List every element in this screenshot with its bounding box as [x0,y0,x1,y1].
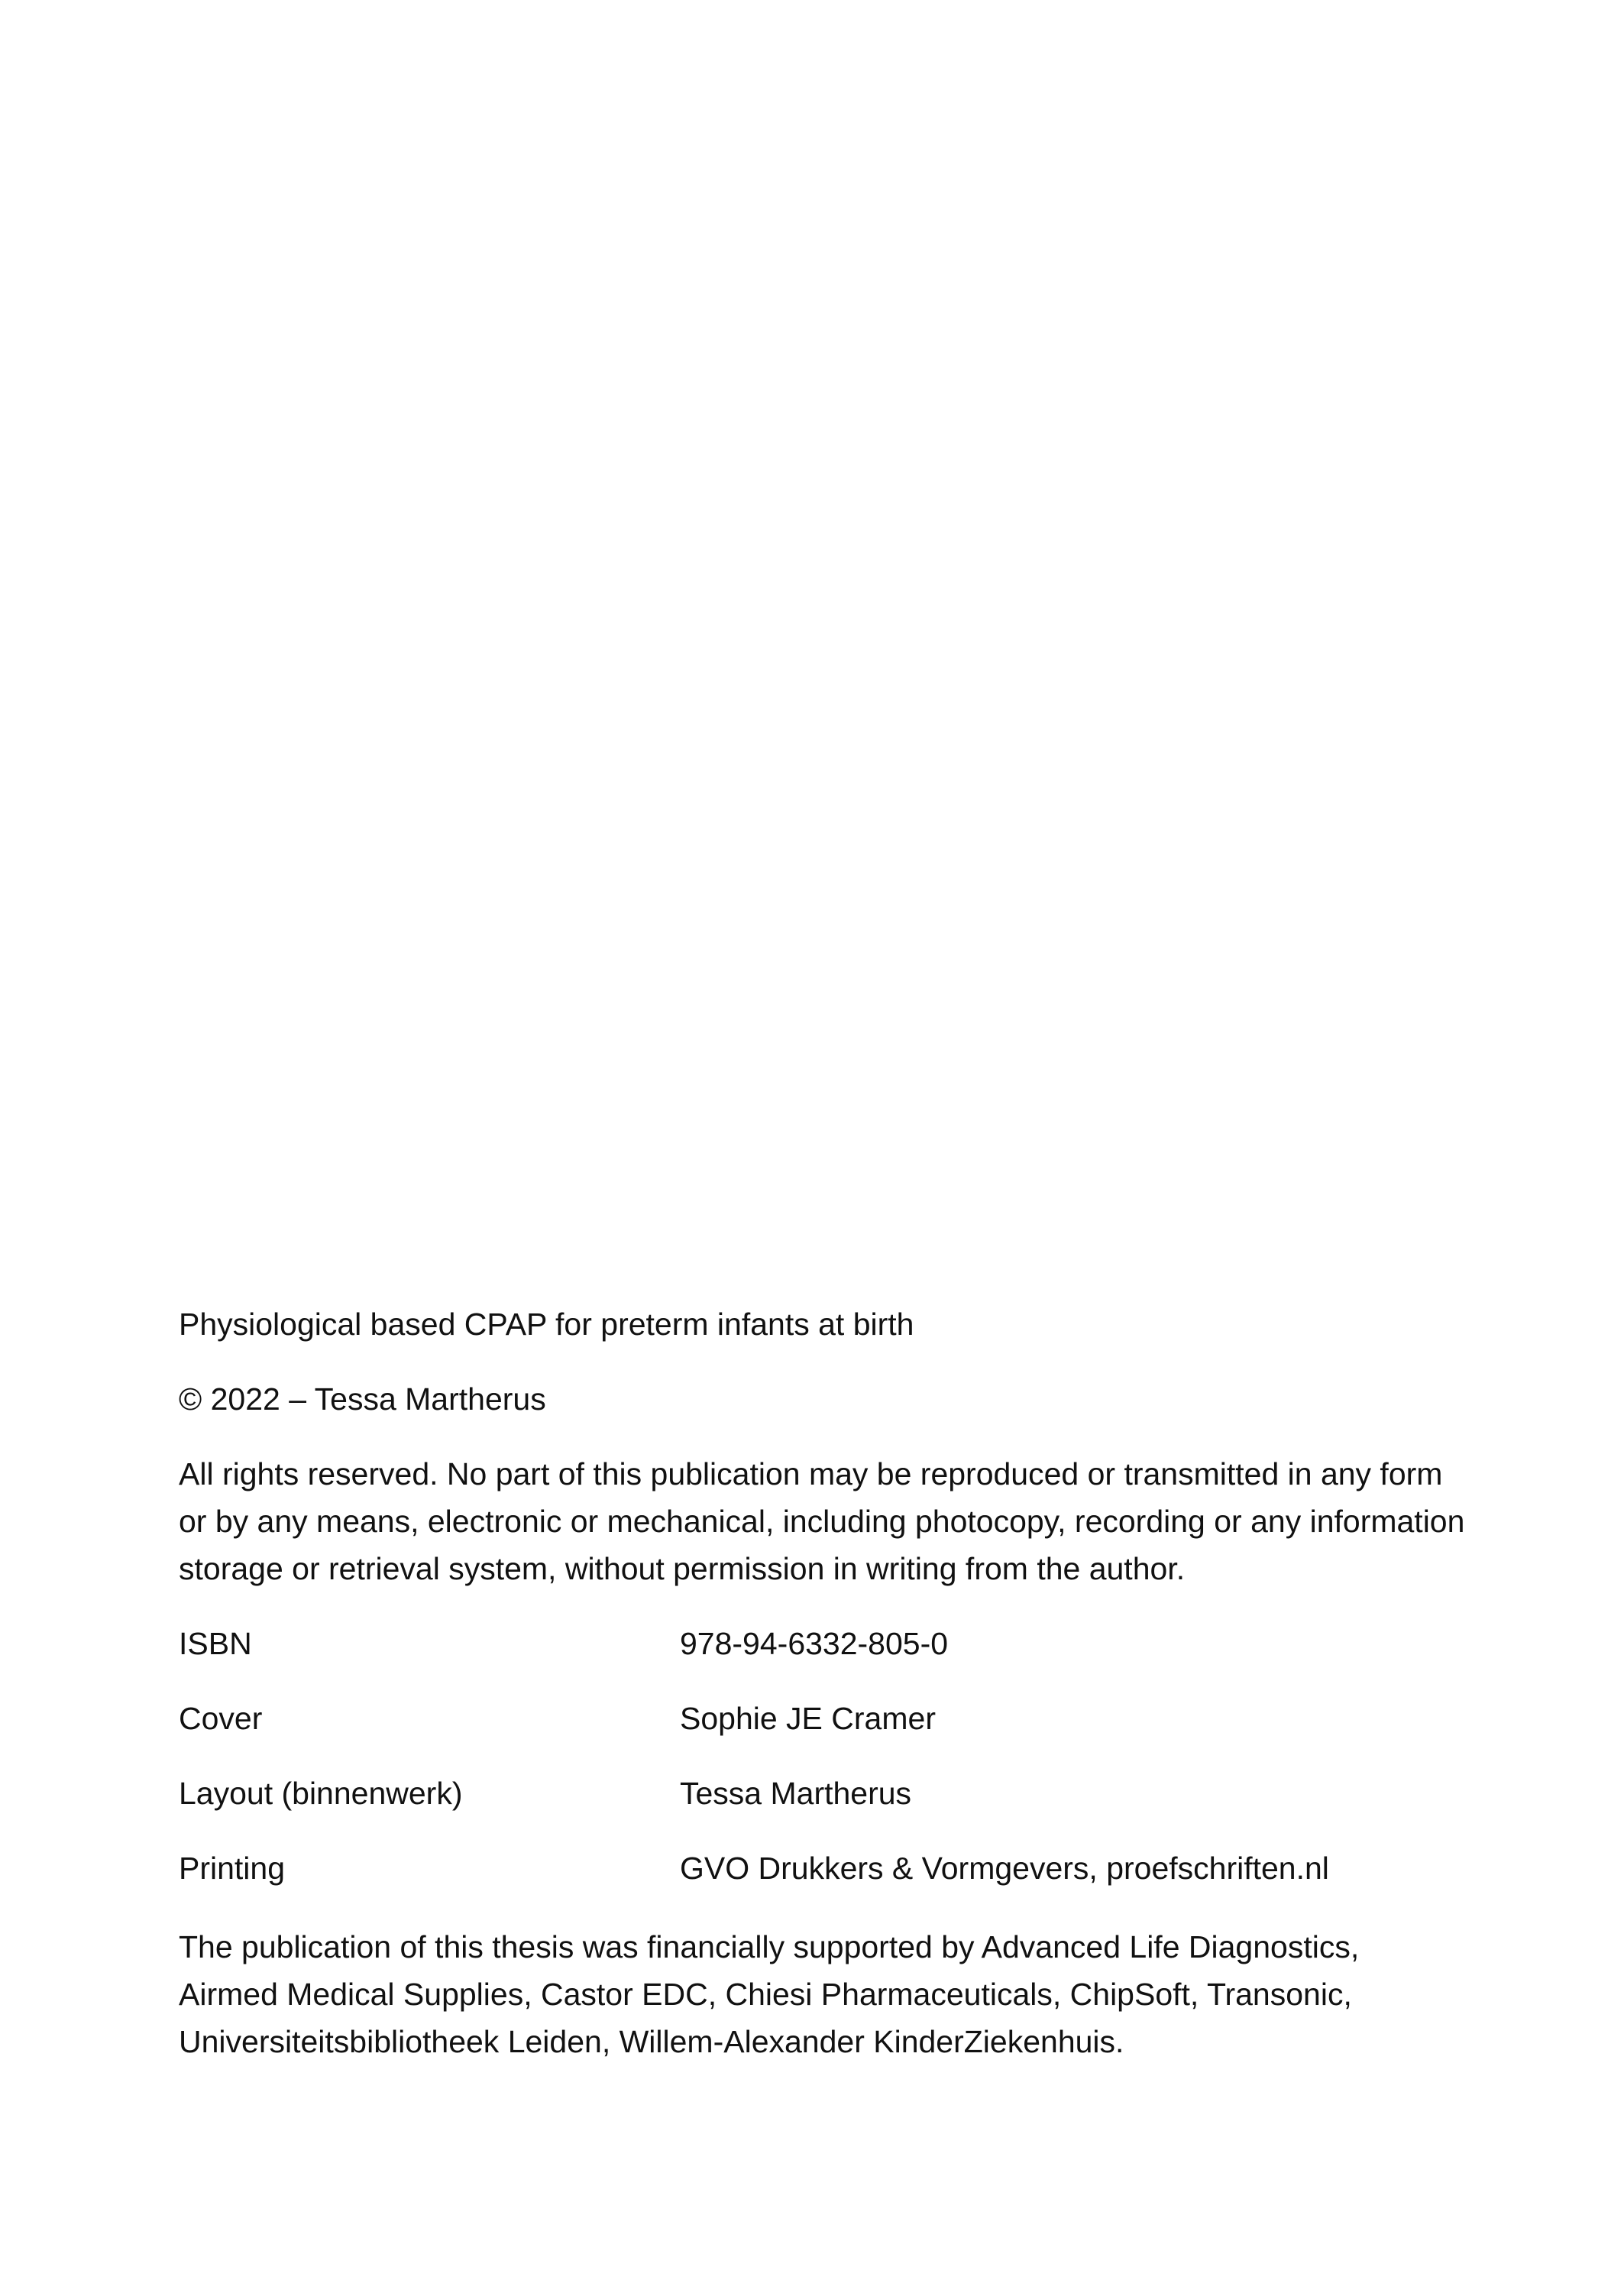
meta-label: Cover [179,1701,263,1736]
meta-row-layout [179,1770,1447,1817]
funding-line: The publication of this thesis was financially supported by Advanced Life Diagnostics, [179,1929,1360,1964]
meta-row-isbn [179,1620,1447,1667]
copyright-notice: © 2022 – Tessa Martherus [179,1381,546,1417]
rights-line: All rights reserved. No part of this publication may be reproduced or transmitted in any form [179,1456,1443,1491]
rights-statement [179,1450,1465,1592]
meta-label: Printing [179,1851,286,1886]
funding-line: Airmed Medical Supplies, Castor EDC, Chiesi Pharmaceuticals, ChipSoft, Transonic, [179,1977,1352,2012]
meta-value: Tessa Martherus [680,1776,912,1811]
meta-label: Layout (binnenwerk) [179,1776,463,1811]
funding-statement [179,1923,1447,2065]
book-title: Physiological based CPAP for preterm infants at birth [179,1307,914,1342]
meta-label: ISBN [179,1626,252,1661]
meta-row-printing [179,1844,1447,1892]
rights-line: storage or retrieval system, without permission in writing from the author. [179,1551,1186,1586]
meta-row-cover [179,1695,1447,1742]
colophon [179,1300,1465,2097]
rights-line: or by any means, electronic or mechanical, including photocopy, recording or any information [179,1504,1465,1539]
meta-value: 978-94-6332-805-0 [680,1626,949,1661]
funding-line: Universiteitsbibliotheek Leiden, Willem-Alexander KinderZiekenhuis. [179,2024,1124,2059]
meta-value: GVO Drukkers & Vormgevers, proefschriften.nl [680,1851,1329,1886]
meta-value: Sophie JE Cramer [680,1701,936,1736]
